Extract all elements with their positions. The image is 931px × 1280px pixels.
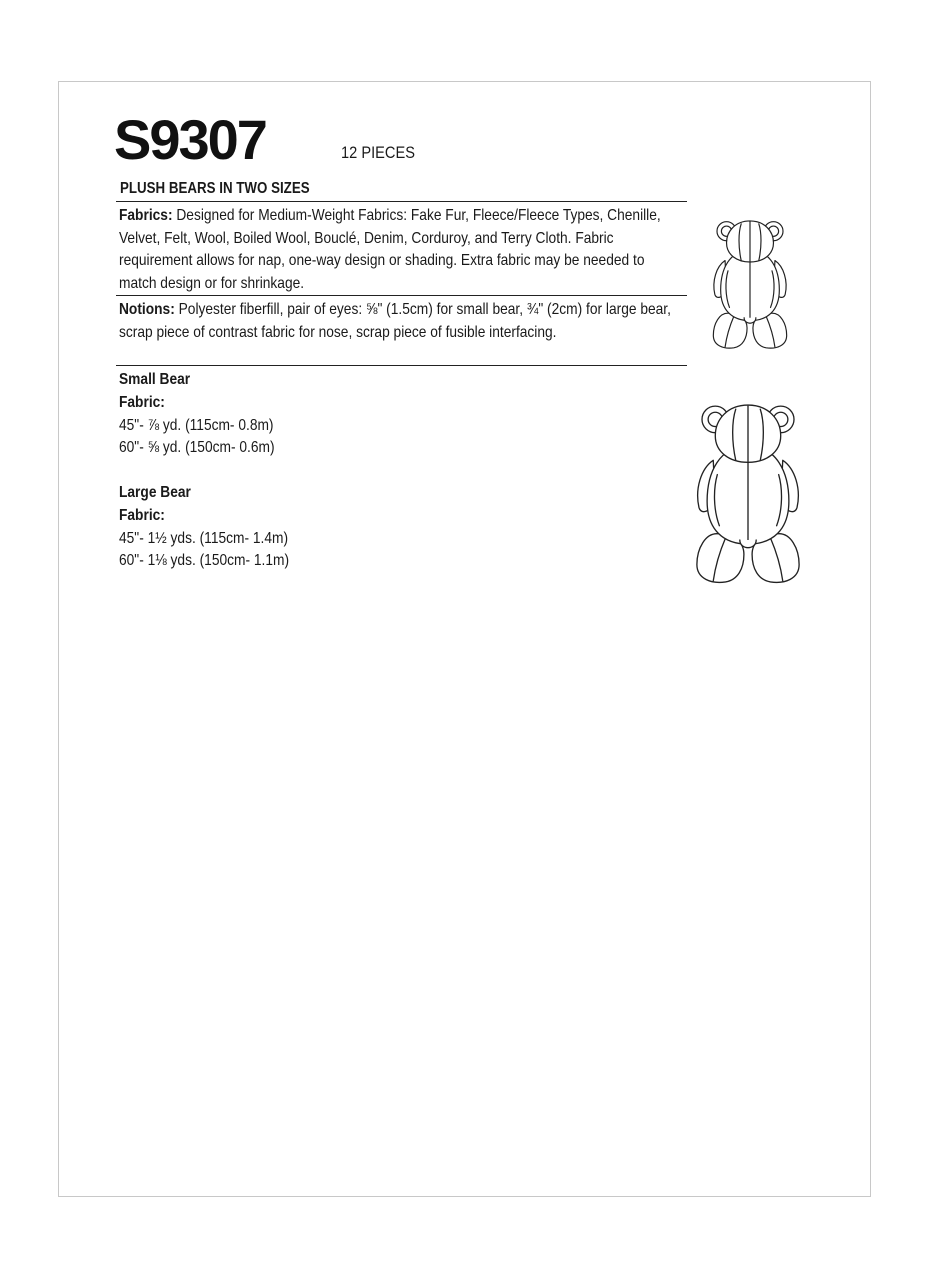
pattern-title: PLUSH BEARS IN TWO SIZES (120, 180, 310, 197)
small-bear-illustration (700, 218, 800, 350)
large-bear-illustration (684, 401, 812, 585)
large-bear-yardage-45: 45"- 1½ yds. (115cm- 1.4m) (119, 529, 289, 547)
fabrics-label: Fabrics: (119, 207, 173, 224)
large-bear-requirements (119, 482, 289, 573)
large-bear-heading: Large Bear (119, 484, 191, 501)
large-bear-fabric-label: Fabric: (119, 506, 165, 524)
notions-text: Polyester fiberfill, pair of eyes: ⅝" (1.5cm) for small bear, ¾" (2cm) for large bear, scrap piece of contrast fabric for nose, scrap piece of fusible interfacing. (119, 301, 671, 341)
divider-rule (116, 365, 687, 366)
divider-rule (116, 201, 687, 202)
small-bear-requirements (119, 369, 275, 460)
notions-section (119, 299, 682, 344)
small-bear-heading: Small Bear (119, 371, 191, 388)
pattern-number: S9307 (114, 108, 266, 171)
fabrics-text: Designed for Medium-Weight Fabrics: Fake Fur, Fleece/Fleece Types, Chenille, Velvet, Felt, Wool, Boiled Wool, Bouclé, Denim, Corduroy, and Terry Cloth. Fabric requirement allows for nap, one-way design or shading. Extra fabric may be needed to match design or for shrinkage. (119, 207, 661, 292)
notions-label: Notions: (119, 301, 175, 318)
large-bear-yardage-60: 60"- 1⅛ yds. (150cm- 1.1m) (119, 552, 290, 570)
fabrics-section (119, 205, 682, 295)
piece-count: 12 PIECES (341, 143, 415, 162)
small-bear-yardage-45: 45"- ⅞ yd. (115cm- 0.8m) (119, 416, 274, 434)
divider-rule (116, 295, 687, 296)
small-bear-yardage-60: 60"- ⅝ yd. (150cm- 0.6m) (119, 439, 275, 457)
small-bear-fabric-label: Fabric: (119, 393, 165, 411)
